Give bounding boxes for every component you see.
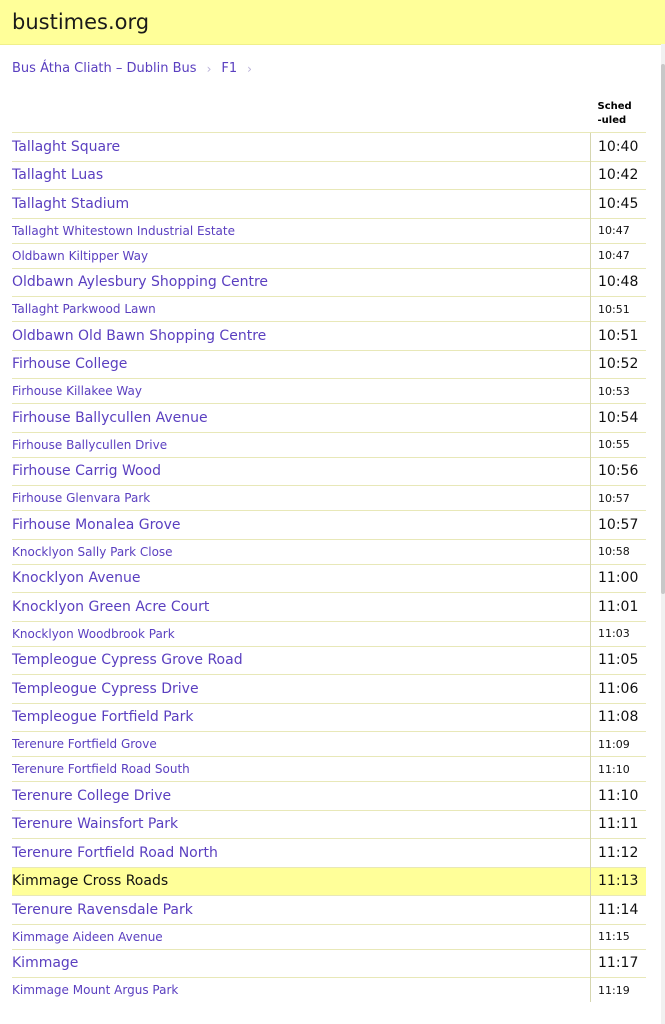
table-row [12, 404, 646, 433]
stop-name-link[interactable]: Terenure Fortfield Grove [12, 732, 591, 757]
stop-name-link[interactable]: Firhouse College [12, 350, 591, 379]
scheduled-time: 10:48 [591, 268, 647, 297]
stop-name-link[interactable]: Firhouse Ballycullen Drive [12, 432, 591, 457]
stop-name-link[interactable]: Tallaght Square [12, 133, 591, 162]
table-row [12, 350, 646, 379]
scheduled-time: 10:47 [591, 243, 647, 268]
site-logo[interactable]: bustimes.org [12, 10, 150, 34]
scheduled-time: 10:55 [591, 432, 647, 457]
stop-name-link[interactable]: Kimmage Aideen Avenue [12, 924, 591, 949]
stop-name-link[interactable]: Terenure Fortfield Road North [12, 839, 591, 868]
stop-name-link[interactable]: Tallaght Whitestown Industrial Estate [12, 218, 591, 243]
table-row [12, 539, 646, 564]
stop-name-link[interactable]: Firhouse Carrig Wood [12, 457, 591, 486]
stop-name-link[interactable]: Tallaght Parkwood Lawn [12, 297, 591, 322]
stop-name-link[interactable]: Terenure College Drive [12, 782, 591, 811]
scheduled-time: 11:05 [591, 646, 647, 675]
table-row [12, 133, 646, 162]
scheduled-time: 10:40 [591, 133, 647, 162]
scrollbar-thumb[interactable] [661, 64, 665, 594]
table-row [12, 379, 646, 404]
breadcrumb-separator: › [206, 61, 212, 76]
table-row [12, 782, 646, 811]
stop-name-link[interactable]: Firhouse Glenvara Park [12, 486, 591, 511]
scheduled-time: 11:11 [591, 810, 647, 839]
table-row [12, 675, 646, 704]
table-row [12, 297, 646, 322]
stop-column-header [12, 98, 591, 133]
stop-name-link[interactable]: Knocklyon Sally Park Close [12, 539, 591, 564]
scheduled-time: 10:47 [591, 218, 647, 243]
scheduled-time: 11:09 [591, 732, 647, 757]
scheduled-time: 11:13 [591, 867, 647, 896]
table-row [12, 432, 646, 457]
stop-name-link[interactable]: Oldbawn Kiltipper Way [12, 243, 591, 268]
table-row [12, 190, 646, 219]
scheduled-column-header: Sched-uled [597, 101, 632, 126]
stop-name-link[interactable]: Knocklyon Avenue [12, 564, 591, 593]
breadcrumb-separator: › [247, 61, 252, 76]
table-row [12, 268, 646, 297]
table-row [12, 703, 646, 732]
table-row [12, 839, 646, 868]
table-row [12, 646, 646, 675]
table-row [12, 924, 646, 949]
table-row [12, 810, 646, 839]
stop-name-link[interactable]: Knocklyon Woodbrook Park [12, 621, 591, 646]
stop-name-link[interactable]: Templeogue Cypress Drive [12, 675, 591, 704]
scheduled-time: 10:51 [591, 322, 647, 351]
scheduled-time: 10:58 [591, 539, 647, 564]
table-row [12, 486, 646, 511]
stop-name-link[interactable]: Firhouse Ballycullen Avenue [12, 404, 591, 433]
table-row [12, 243, 646, 268]
timetable-body [12, 133, 646, 1003]
stop-name-link[interactable]: Oldbawn Aylesbury Shopping Centre [12, 268, 591, 297]
stop-name-link[interactable]: Templeogue Fortfield Park [12, 703, 591, 732]
breadcrumb [12, 61, 665, 76]
scheduled-time: 10:54 [591, 404, 647, 433]
stop-name-link[interactable]: Firhouse Monalea Grove [12, 511, 591, 540]
scheduled-time: 10:42 [591, 161, 647, 190]
scheduled-time: 11:14 [591, 896, 647, 925]
table-row [12, 949, 646, 978]
scheduled-time: 11:00 [591, 564, 647, 593]
stop-name-link[interactable]: Templeogue Cypress Grove Road [12, 646, 591, 675]
timetable [12, 98, 646, 1002]
breadcrumb-operator-link[interactable]: Bus Átha Cliath – Dublin Bus [12, 61, 197, 76]
table-row [12, 896, 646, 925]
table-row [12, 867, 646, 896]
table-row [12, 511, 646, 540]
scheduled-time: 11:17 [591, 949, 647, 978]
timetable-header-row [12, 98, 646, 133]
table-row [12, 621, 646, 646]
stop-name-link[interactable]: Kimmage Mount Argus Park [12, 978, 591, 1003]
scrollbar[interactable] [661, 44, 665, 1024]
table-row [12, 161, 646, 190]
scheduled-time: 10:53 [591, 379, 647, 404]
table-row [12, 564, 646, 593]
scheduled-time: 10:51 [591, 297, 647, 322]
scheduled-time: 10:52 [591, 350, 647, 379]
stop-name-link[interactable]: Tallaght Luas [12, 161, 591, 190]
table-row [12, 218, 646, 243]
breadcrumb-route-link[interactable]: F1 [221, 61, 238, 76]
scheduled-time: 11:19 [591, 978, 647, 1003]
scheduled-time: 11:10 [591, 782, 647, 811]
table-row [12, 457, 646, 486]
scheduled-time: 11:08 [591, 703, 647, 732]
scheduled-time: 11:03 [591, 621, 647, 646]
scheduled-time: 11:10 [591, 757, 647, 782]
stop-name-link[interactable]: Firhouse Killakee Way [12, 379, 591, 404]
table-row [12, 978, 646, 1003]
scheduled-time: 10:57 [591, 511, 647, 540]
site-header [0, 0, 665, 45]
stop-name-link[interactable]: Kimmage Cross Roads [12, 867, 591, 896]
scheduled-time: 11:01 [591, 593, 647, 622]
scheduled-time: 11:06 [591, 675, 647, 704]
stop-name-link[interactable]: Terenure Wainsfort Park [12, 810, 591, 839]
scheduled-time: 10:57 [591, 486, 647, 511]
stop-name-link[interactable]: Terenure Ravensdale Park [12, 896, 591, 925]
stop-name-link[interactable]: Terenure Fortfield Road South [12, 757, 591, 782]
stop-name-link[interactable]: Oldbawn Old Bawn Shopping Centre [12, 322, 591, 351]
scheduled-time: 11:15 [591, 924, 647, 949]
stop-name-link[interactable]: Knocklyon Green Acre Court [12, 593, 591, 622]
stop-name-link[interactable]: Kimmage [12, 949, 591, 978]
table-row [12, 593, 646, 622]
table-row [12, 322, 646, 351]
scheduled-time: 11:12 [591, 839, 647, 868]
table-row [12, 757, 646, 782]
table-row [12, 732, 646, 757]
scheduled-time: 10:56 [591, 457, 647, 486]
scheduled-time: 10:45 [591, 190, 647, 219]
stop-name-link[interactable]: Tallaght Stadium [12, 190, 591, 219]
